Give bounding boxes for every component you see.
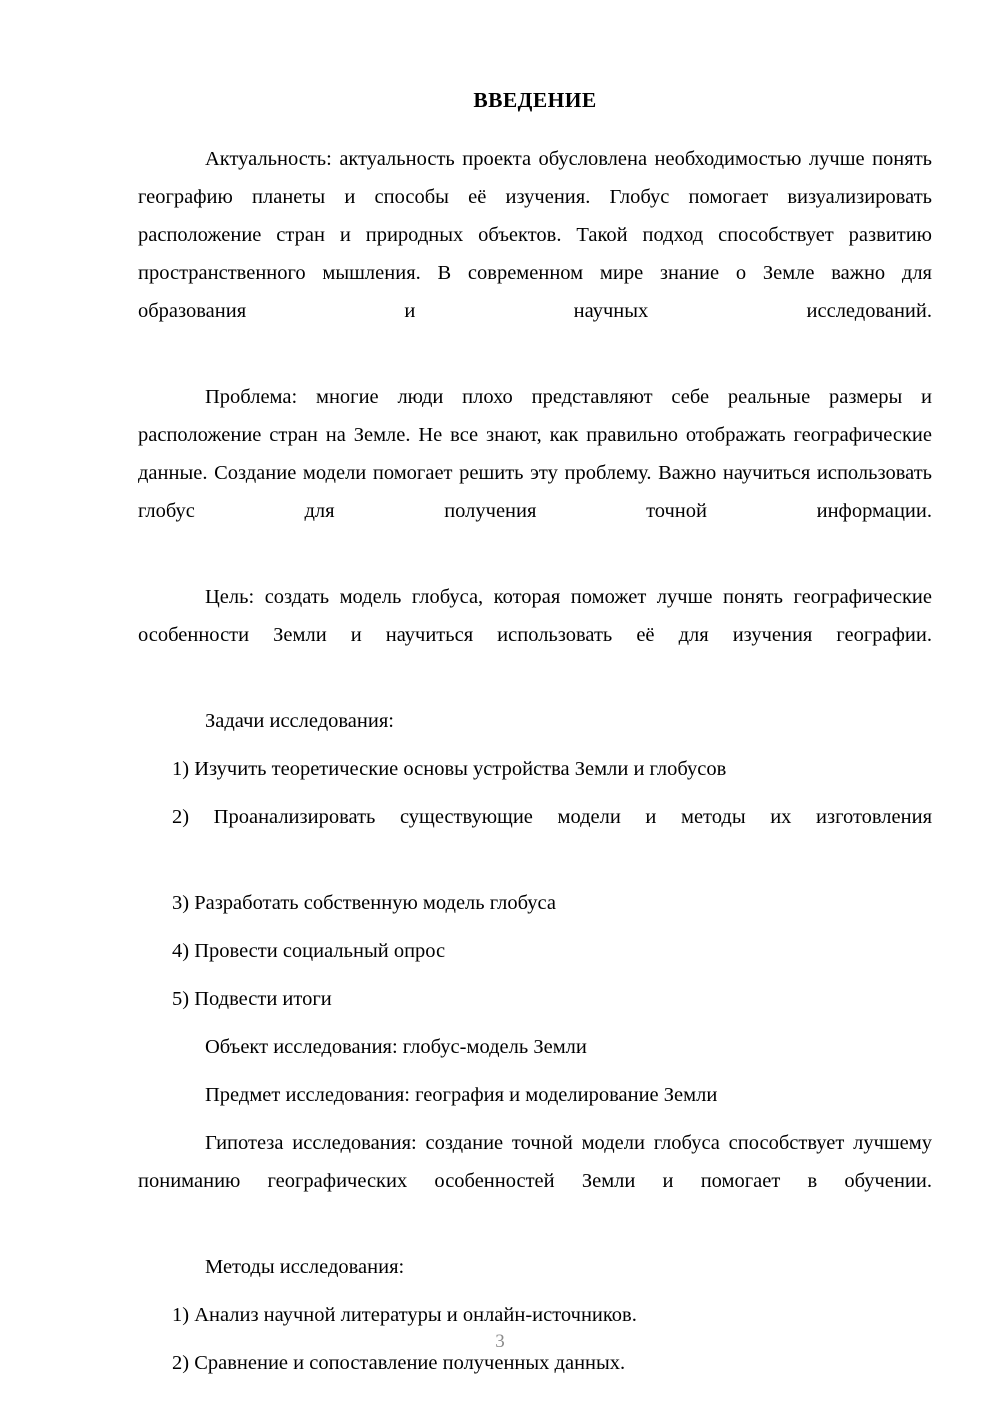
paragraph-hypothesis: Гипотеза исследования: создание точной модели глобуса способствует лучшему пониманию географических особенностей Земли и помогает в обучении. bbox=[138, 1131, 932, 1192]
method-item-1: 1) Анализ научной литературы и онлайн-источников. bbox=[172, 1303, 637, 1326]
task-item-1: 1) Изучить теоретические основы устройства Земли и глобусов bbox=[172, 757, 727, 780]
heading-tasks: Задачи исследования: bbox=[205, 709, 394, 732]
task-item-5: 5) Подвести итоги bbox=[172, 987, 332, 1010]
page-number: 3 bbox=[495, 1331, 505, 1352]
definition-subject: Предмет исследования: география и моделирование Земли bbox=[205, 1083, 718, 1106]
task-item-2: 2) Проанализировать существующие модели и методы их изготовления bbox=[172, 805, 932, 828]
definition-object: Объект исследования: глобус-модель Земли bbox=[205, 1035, 587, 1058]
heading-methods: Методы исследования: bbox=[205, 1255, 405, 1278]
paragraph-relevance: Актуальность: актуальность проекта обусловлена необходимостью лучше понять географию планеты и способы её изучения. Глобус помогает визуализировать расположение стран и природных объектов. Такой подход способствует развитию пространственного мышления. В современном мире знание о Земле важно для образования и научных исследований. bbox=[138, 147, 932, 322]
paragraph-goal: Цель: создать модель глобуса, которая поможет лучше понять географические особенности Земли и научиться использовать её для изучения географии. bbox=[138, 585, 932, 646]
page-title: ВВЕДЕНИЕ bbox=[473, 88, 597, 112]
method-item-2: 2) Сравнение и сопоставление полученных данных. bbox=[172, 1351, 626, 1374]
task-item-3: 3) Разработать собственную модель глобуса bbox=[172, 891, 556, 914]
document-body bbox=[138, 88, 932, 1392]
task-item-4: 4) Провести социальный опрос bbox=[172, 939, 446, 962]
paragraph-problem: Проблема: многие люди плохо представляют себе реальные размеры и расположение стран на Земле. Не все знают, как правильно отображать географические данные. Создание модели помогает решить эту проблему. Важно научиться использовать глобус для получения точной информации. bbox=[138, 385, 932, 522]
